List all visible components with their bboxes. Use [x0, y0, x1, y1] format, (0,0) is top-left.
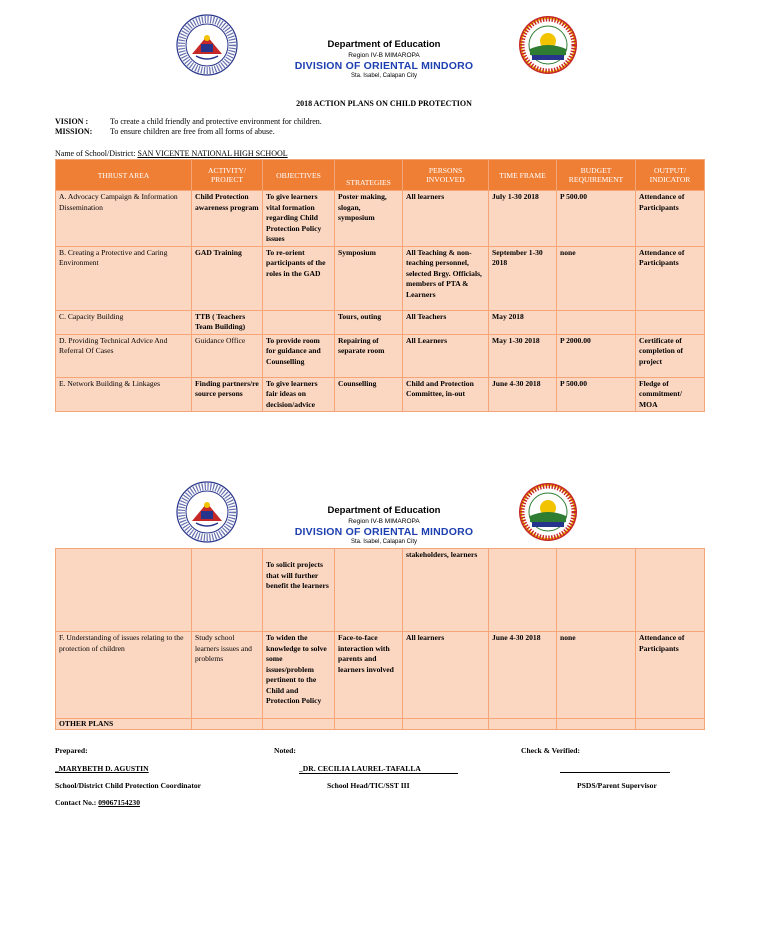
table-cell: D. Providing Technical Advice And Referral Of Cases: [56, 334, 192, 377]
division-title: DIVISION OF ORIENTAL MINDORO: [294, 60, 474, 72]
table-cell: P 2000.00: [557, 334, 636, 377]
table-cell: [557, 719, 636, 730]
table-cell: none: [557, 632, 636, 719]
header-cell: THRUST AREA: [56, 160, 192, 191]
table-cell: Guidance Office: [192, 334, 263, 377]
table-cell: To re-orient participants of the roles in the GAD: [263, 246, 335, 310]
table-cell: Attendance of Participants: [636, 191, 705, 247]
table-cell: Attendance of Participants: [636, 246, 705, 310]
contact-number: 09067154230: [98, 798, 141, 807]
header-cell: OUTPUT/ INDICATOR: [636, 160, 705, 191]
table-cell: TTB ( Teachers Team Building): [192, 310, 263, 334]
mission-line: [55, 127, 275, 136]
table-cell: [557, 310, 636, 334]
table-cell: [489, 719, 557, 730]
table-cell: [56, 549, 192, 632]
table-cell: [636, 719, 705, 730]
table-cell: Poster making, slogan, symposium: [335, 191, 403, 247]
department-title: Department of Education: [327, 39, 441, 50]
checked-signature-line: [560, 772, 670, 773]
contact-line: [55, 798, 140, 807]
table-cell: May 1-30 2018: [489, 334, 557, 377]
table-cell: [636, 310, 705, 334]
table-cell: A. Advocacy Campaign & Information Dissemination: [56, 191, 192, 247]
header-cell: OBJECTIVES: [263, 160, 335, 191]
table-row-other-plans: [56, 719, 705, 730]
school-line: [55, 149, 288, 158]
table-cell: Finding partners/resource persons: [192, 377, 263, 412]
noted-title: School Head/TIC/SST III: [327, 781, 410, 790]
table-cell: All Teachers: [403, 310, 489, 334]
table-cell: All learners: [403, 191, 489, 247]
header-cell: ACTIVITY/ PROJECT: [192, 160, 263, 191]
table-row: [56, 310, 705, 334]
header-cell: PERSONS INVOLVED: [403, 160, 489, 191]
table-cell: To give learners fair ideas on decision/advice: [263, 377, 335, 412]
table-row: [56, 632, 705, 719]
table-cell: P 500.00: [557, 191, 636, 247]
table-cell: Repairing of separate room: [335, 334, 403, 377]
table-cell: none: [557, 246, 636, 310]
table-cell: F. Understanding of issues relating to the protection of children: [56, 632, 192, 719]
location-label: Sta. Isabel, Calapan City: [350, 539, 418, 545]
table-cell: Face-to-face interaction with parents and learners involved: [335, 632, 403, 719]
other-plans-label: OTHER PLANS: [56, 719, 192, 730]
vision-text: To create a child friendly and protective environment for children.: [110, 117, 322, 126]
checked-label: Check & Verified:: [521, 746, 581, 755]
table-cell: June 4-30 2018: [489, 632, 557, 719]
prepared-title: School/District Child Protection Coordinator: [55, 781, 202, 790]
table-cell: All Teaching & non-teaching personnel, selected Brgy. Officials, members of PTA & Learners: [403, 246, 489, 310]
table-cell: Certificate of completion of project: [636, 334, 705, 377]
header-cell: BUDGET REQUIREMENT: [557, 160, 636, 191]
table-cell: To widen the knowledge to solve some issues/problem pertinent to the Child and Protection Policy: [263, 632, 335, 719]
table-row: [56, 191, 705, 247]
action-plan-table: [55, 159, 705, 412]
division-title: DIVISION OF ORIENTAL MINDORO: [294, 526, 474, 538]
table-row: [56, 334, 705, 377]
table-cell: July 1-30 2018: [489, 191, 557, 247]
table-cell: C. Capacity Building: [56, 310, 192, 334]
table-cell: E. Network Building & Linkages: [56, 377, 192, 412]
table-cell: September 1-30 2018: [489, 246, 557, 310]
table-cell: To give learners vital formation regarding Child Protection Policy issues: [263, 191, 335, 247]
table-row: [56, 246, 705, 310]
table-row-continuation: [56, 549, 705, 632]
table-cell: Child and Protection Committee, in-out: [403, 377, 489, 412]
department-title: Department of Education: [327, 505, 441, 516]
table-cell: [192, 719, 263, 730]
prepared-label: Prepared:: [55, 746, 88, 755]
region-label: Region IV-B MIMAROPA: [348, 52, 420, 59]
header-cell: STRATEGIES: [335, 160, 403, 191]
table-cell: [489, 549, 557, 632]
table-cell: stakeholders, learners: [403, 549, 489, 632]
table-cell: [636, 549, 705, 632]
table-header-row: [56, 160, 705, 191]
header-cell: TIME FRAME: [489, 160, 557, 191]
school-label: Name of School/District:: [55, 149, 136, 158]
table-cell: Attendance of Participants: [636, 632, 705, 719]
table-cell: All Learners: [403, 334, 489, 377]
table-cell: Fledge of commitment/ MOA: [636, 377, 705, 412]
table-cell: P 500.00: [557, 377, 636, 412]
table-cell: [263, 719, 335, 730]
noted-name: _DR. CECILIA LAUREL-TAFALLA: [299, 764, 458, 774]
prepared-name: _MARYBETH D. AGUSTIN: [55, 764, 149, 773]
table-cell: June 4-30 2018: [489, 377, 557, 412]
table-cell: Counselling: [335, 377, 403, 412]
table-cell: Study school learners issues and problems: [192, 632, 263, 719]
action-plan-table-continued: [55, 548, 705, 730]
contact-label: Contact No.:: [55, 798, 97, 807]
table-cell: All learners: [403, 632, 489, 719]
mission-text: To ensure children are free from all forms of abuse.: [110, 127, 275, 136]
noted-label: Noted:: [274, 746, 296, 755]
table-cell: [263, 310, 335, 334]
table-cell: GAD Training: [192, 246, 263, 310]
school-name: SAN VICENTE NATIONAL HIGH SCHOOL: [137, 149, 288, 158]
vision-label: VISION :: [55, 117, 89, 126]
mission-label: MISSION:: [55, 127, 93, 136]
vision-line: [55, 117, 322, 126]
table-cell: [192, 549, 263, 632]
table-cell: May 2018: [489, 310, 557, 334]
table-cell: Tours, outing: [335, 310, 403, 334]
document-title: 2018 ACTION PLANS ON CHILD PROTECTION: [296, 99, 472, 108]
location-label: Sta. Isabel, Calapan City: [350, 73, 418, 79]
table-cell: To solicit projects that will further benefit the learners: [263, 549, 335, 632]
table-cell: [403, 719, 489, 730]
table-cell: Symposium: [335, 246, 403, 310]
table-cell: [557, 549, 636, 632]
table-cell: B. Creating a Protective and Caring Environment: [56, 246, 192, 310]
region-label: Region IV-B MIMAROPA: [348, 518, 420, 525]
checked-title: PSDS/Parent Supervisor: [577, 781, 657, 790]
table-row: [56, 377, 705, 412]
table-cell: [335, 719, 403, 730]
table-cell: Child Protection awareness program: [192, 191, 263, 247]
table-cell: To provide room for guidance and Counselling: [263, 334, 335, 377]
table-cell: [335, 549, 403, 632]
